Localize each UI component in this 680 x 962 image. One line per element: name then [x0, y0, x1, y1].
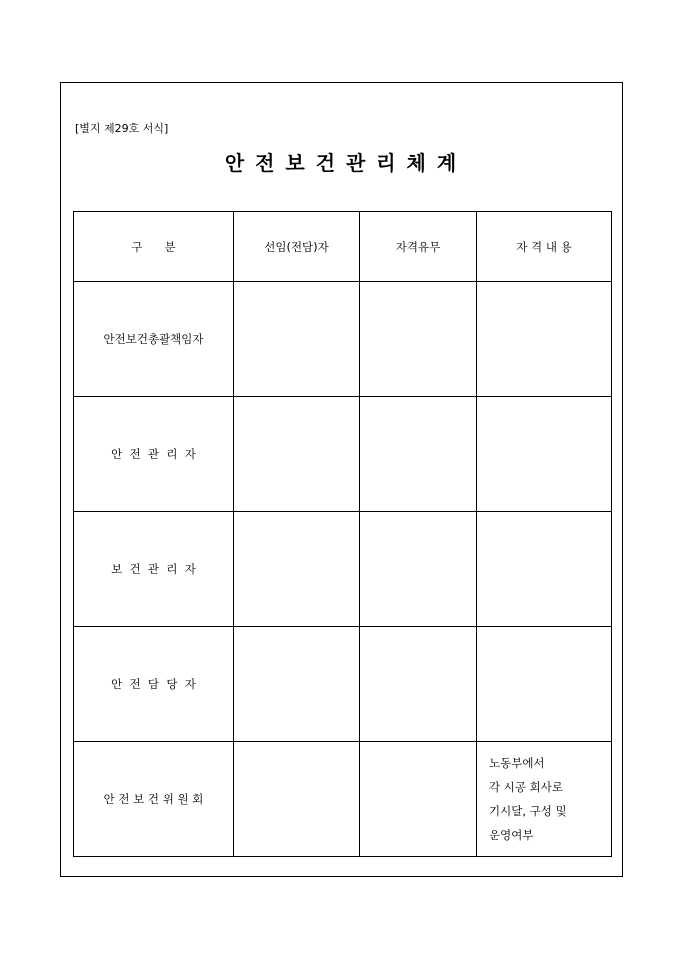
committee-note-line: 각 시공 회사로	[489, 780, 563, 794]
committee-note-line: 노동부에서	[489, 756, 545, 770]
form-title: 안 전 보 건 관 리 체 계	[224, 151, 459, 175]
header-row	[74, 212, 612, 282]
row-label-general-manager: 안전보건총괄책임자	[74, 282, 234, 397]
row-label-safety-officer: 안 전 담 당 자	[74, 627, 234, 742]
appointee-cell[interactable]	[234, 397, 360, 512]
qualification-cell[interactable]	[360, 512, 477, 627]
appointee-cell[interactable]	[234, 742, 360, 857]
header-qualification-details: 자 격 내 용	[477, 212, 612, 282]
row-label-committee: 안 전 보 건 위 원 회	[74, 742, 234, 857]
table-row	[74, 742, 612, 857]
details-cell[interactable]	[477, 627, 612, 742]
qualification-cell[interactable]	[360, 742, 477, 857]
committee-note-line: 기시달, 구성 및	[489, 804, 567, 818]
table-row	[74, 282, 612, 397]
qualification-cell[interactable]	[360, 282, 477, 397]
header-qualification: 자격유무	[360, 212, 477, 282]
details-cell[interactable]	[477, 397, 612, 512]
appointee-cell[interactable]	[234, 282, 360, 397]
qualification-cell[interactable]	[360, 627, 477, 742]
row-label-safety-manager: 안 전 관 리 자	[74, 397, 234, 512]
appointee-cell[interactable]	[234, 627, 360, 742]
committee-note-line: 운영여부	[489, 828, 534, 842]
row-label-health-manager: 보 건 관 리 자	[74, 512, 234, 627]
details-cell[interactable]	[477, 512, 612, 627]
header-appointee: 선임(전담)자	[234, 212, 360, 282]
table-row	[74, 397, 612, 512]
form-code: [별지 제29호 서식]	[75, 122, 169, 135]
table-row	[74, 512, 612, 627]
table-row	[74, 627, 612, 742]
qualification-cell[interactable]	[360, 397, 477, 512]
form-frame	[60, 82, 623, 877]
header-category: 구 분	[74, 212, 234, 282]
committee-note-cell	[477, 742, 612, 857]
details-cell[interactable]	[477, 282, 612, 397]
appointee-cell[interactable]	[234, 512, 360, 627]
safety-health-table	[73, 211, 612, 857]
